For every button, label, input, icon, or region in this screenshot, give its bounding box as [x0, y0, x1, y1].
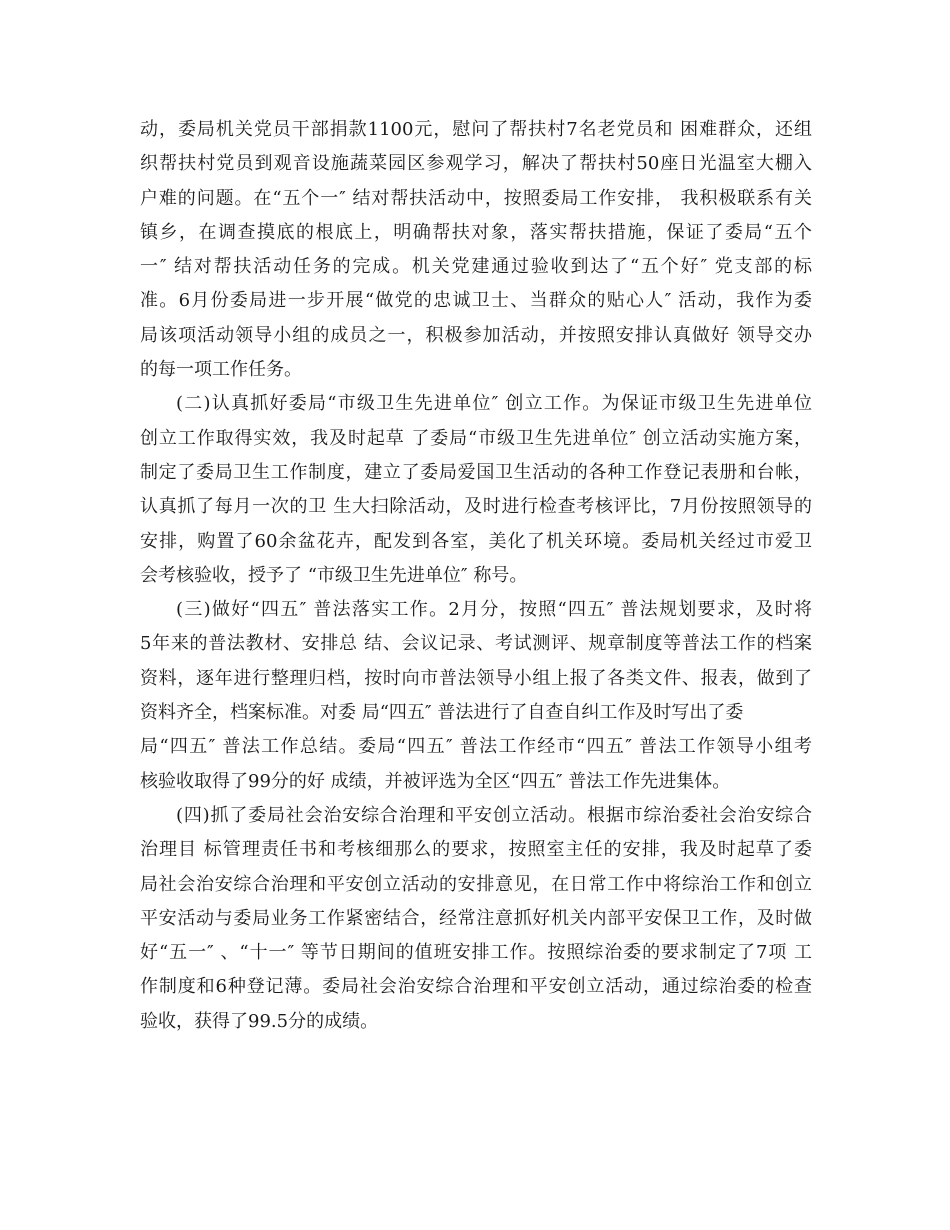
text-line: 好“五一″ 、“十一″ 等节日期间的值班安排工作。按照综治委的要求制定了7项 工 — [140, 942, 812, 964]
text-line: 一″ 结对帮扶活动任务的完成。机关党建通过验收到达了“五个好″ 党支部的标 — [140, 256, 812, 278]
text-line: 织帮扶村党员到观音设施蔬菜园区参观学习，解决了帮扶村50座日光温室大棚入 — [140, 153, 812, 175]
paragraph-health-unit — [140, 387, 812, 593]
text-line: (三)做好“四五″ 普法落实工作。2月分，按照“四五″ 普法规划要求，及时将 — [176, 599, 812, 621]
text-line: 安排，购置了60余盆花卉，配发到各室，美化了机关环境。委局机关经过市爱卫 — [140, 530, 812, 552]
text-line: 局该项活动领导小组的成员之一，积极参加活动，并按照安排认真做好 领导交办 — [140, 324, 812, 346]
text-line: (二)认真抓好委局“市级卫生先进单位″ 创立工作。为保证市级卫生先进单位 — [176, 393, 812, 415]
text-line: 局“四五″ 普法工作总结。委局“四五″ 普法工作经市“四五″ 普法工作领导小组考 — [140, 736, 812, 758]
text-line: 户难的问题。在“五个一″ 结对帮扶活动中，按照委局工作安排， 我积极联系有关 — [140, 187, 812, 209]
text-line: 的每一项工作任务。 — [140, 359, 302, 381]
paragraph-party-building — [140, 113, 812, 387]
paragraph-legal-education — [140, 593, 812, 799]
text-line: 治理目 标管理责任书和考核细那么的要求，按照室主任的安排，我及时起草了委 — [140, 839, 812, 861]
text-line: 局社会治安综合治理和平安创立活动的安排意见，在日常工作中将综治工作和创立 — [140, 873, 812, 895]
paragraph-public-security — [140, 799, 812, 1039]
text-line: 制定了委局卫生工作制度，建立了委局爱国卫生活动的各种工作登记表册和台帐， — [140, 461, 812, 483]
text-line: 会考核验收，授予了 “市级卫生先进单位″ 称号。 — [140, 564, 528, 586]
text-line: 5年来的普法教材、安排总 结、会议记录、考试测评、规章制度等普法工作的档案 — [140, 633, 812, 655]
text-line: 认真抓了每月一次的卫 生大扫除活动，及时进行检查考核评比，7月份按照领导的 — [140, 496, 812, 518]
text-line: 资料齐全，档案标准。对委 局“四五″ 普法进行了自查自纠工作及时写出了委 — [140, 702, 744, 724]
text-line: (四)抓了委局社会治安综合治理和平安创立活动。根据市综治委社会治安综合 — [176, 804, 812, 826]
text-line: 资料，逐年进行整理归档，按时向市普法领导小组上报了各类文件、报表，做到了 — [140, 667, 812, 689]
text-line: 创立工作取得实效，我及时起草 了委局“市级卫生先进单位″ 创立活动实施方案， — [140, 427, 812, 449]
text-line: 平安活动与委局业务工作紧密结合，经常注意抓好机关内部平安保卫工作，及时做 — [140, 907, 812, 929]
text-line: 验收，获得了99.5分的成绩。 — [140, 1010, 379, 1032]
text-line: 作制度和6种登记薄。委局社会治安综合治理和平安创立活动，通过综治委的检查 — [140, 976, 812, 998]
text-line: 准。6月份委局进一步开展“做党的忠诚卫士、当群众的贴心人″ 活动，我作为委 — [140, 290, 812, 312]
text-line: 镇乡，在调查摸底的根底上，明确帮扶对象，落实帮扶措施，保证了委局“五个 — [140, 221, 812, 243]
text-line: 核验收取得了99分的好 成绩，并被评选为全区“四五″ 普法工作先进集体。 — [140, 770, 731, 792]
document-body — [140, 113, 812, 1039]
text-line: 动，委局机关党员干部捐款1100元，慰问了帮扶村7名老党员和 困难群众，还组 — [140, 119, 812, 140]
